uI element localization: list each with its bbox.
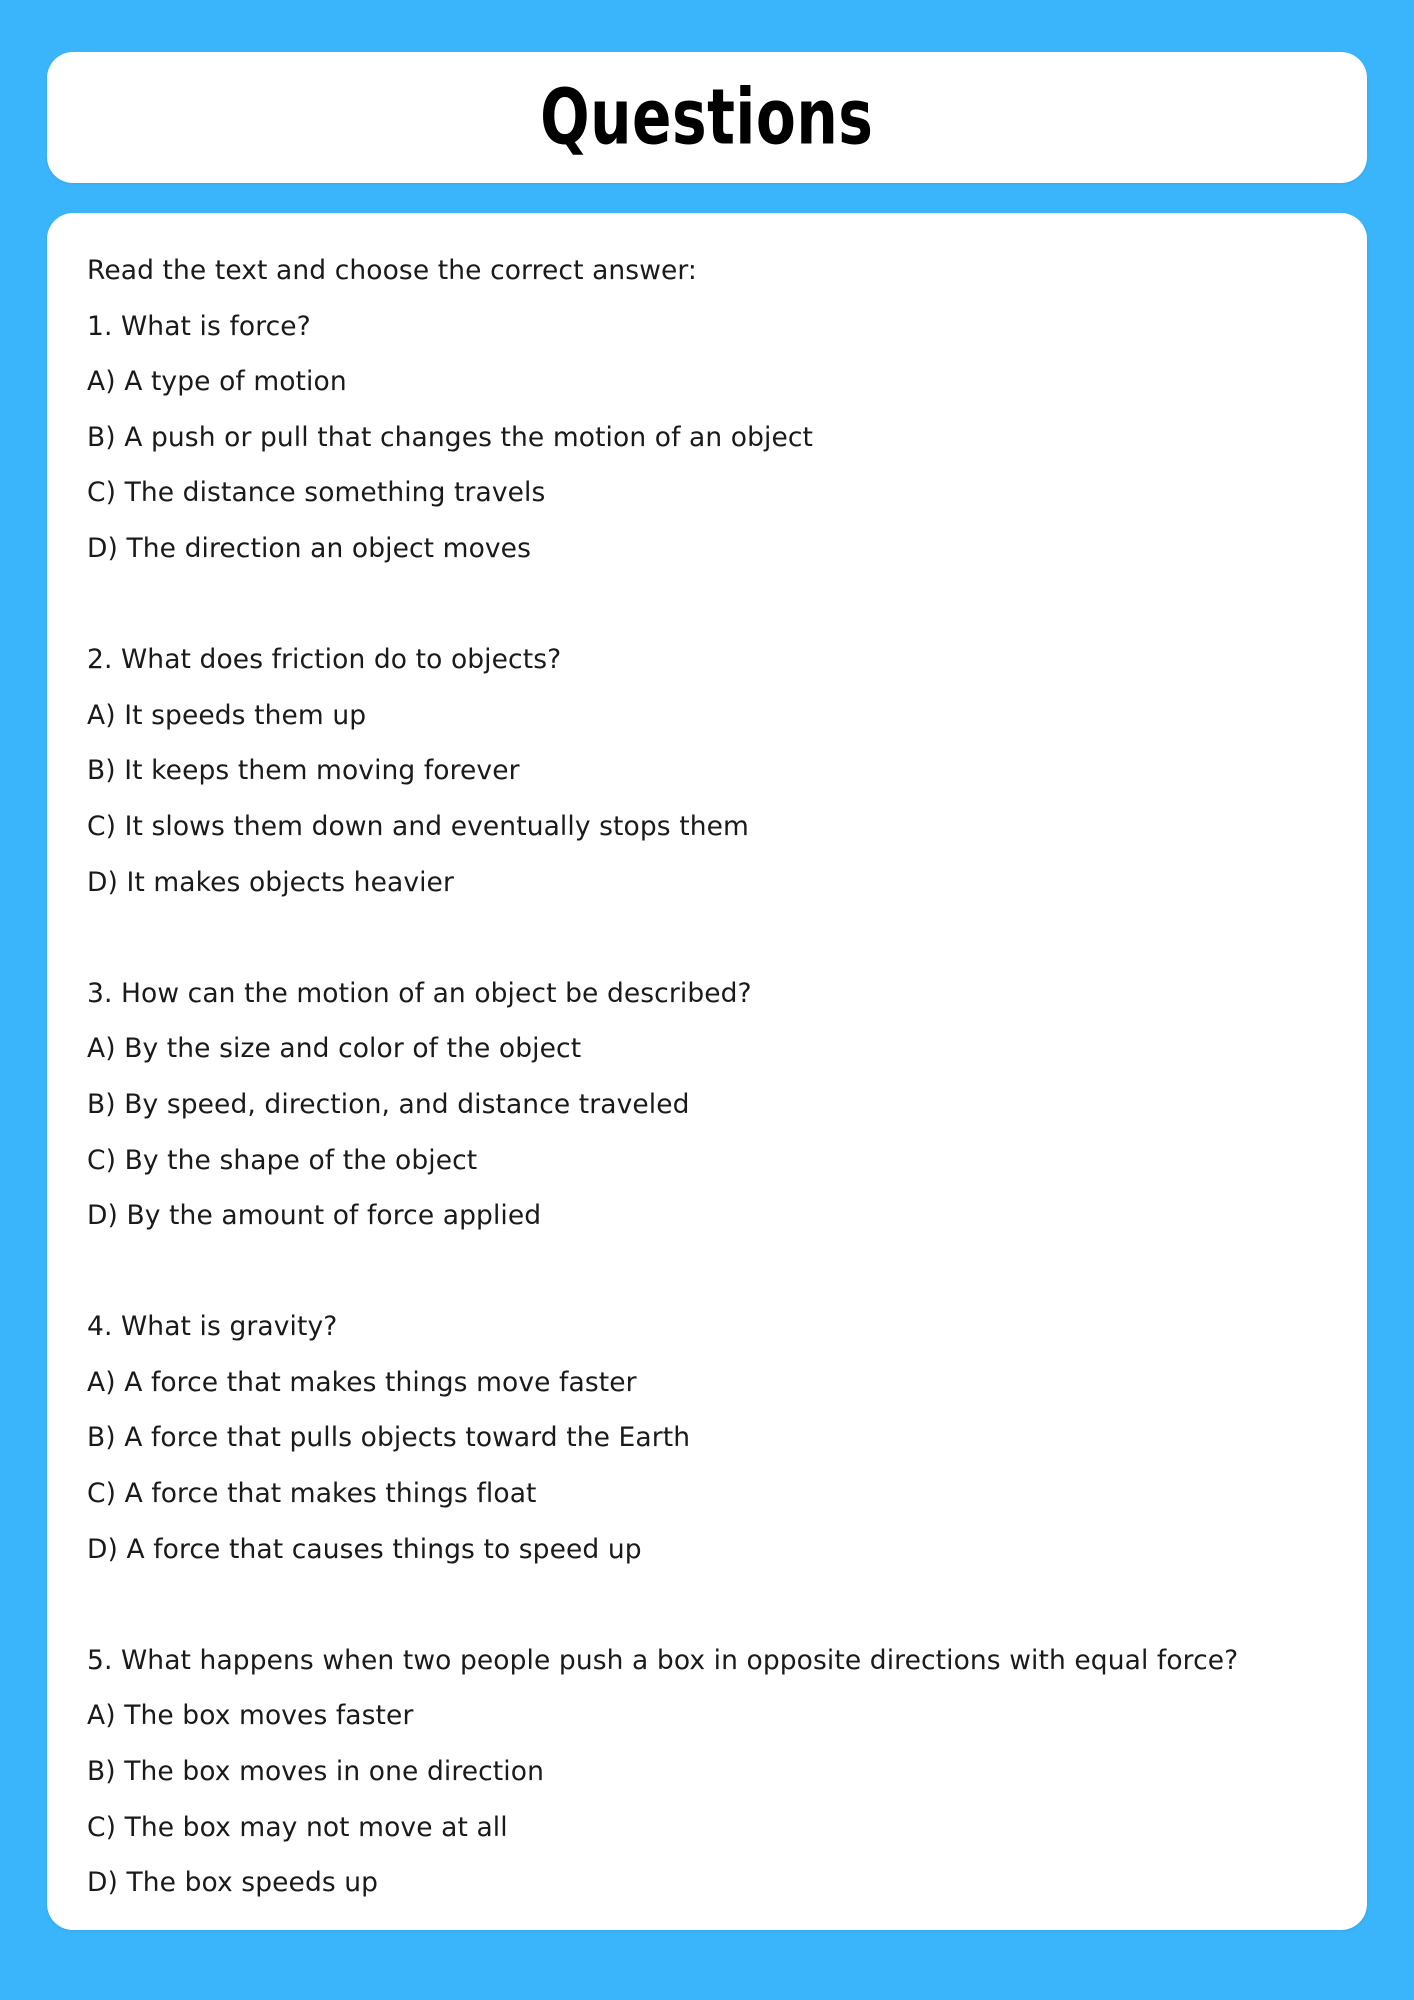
question-1-option-a[interactable]: A) A type of motion	[87, 366, 347, 398]
question-1-option-c[interactable]: C) The distance something travels	[87, 477, 546, 509]
question-2-option-d[interactable]: D) It makes objects heavier	[87, 866, 454, 898]
question-5-option-a[interactable]: A) The box moves faster	[87, 1700, 414, 1732]
question-5-option-c[interactable]: C) The box may not move at all	[87, 1811, 508, 1843]
question-4-option-c[interactable]: C) A force that makes things float	[87, 1478, 537, 1510]
question-block-spacer	[87, 1244, 1327, 1300]
question-2-prompt: 2. What does friction do to objects?	[87, 644, 562, 676]
question-3-option-b[interactable]: B) By speed, direction, and distance traveled	[87, 1088, 690, 1120]
question-2-option-c[interactable]: C) It slows them down and eventually stops them	[87, 810, 749, 842]
questions-card	[47, 213, 1367, 1930]
question-2-option-b[interactable]: B) It keeps them moving forever	[87, 755, 520, 787]
question-3-prompt: 3. How can the motion of an object be described?	[87, 977, 752, 1009]
question-1-option-b[interactable]: B) A push or pull that changes the motion of an object	[87, 421, 814, 453]
question-5-option-d[interactable]: D) The box speeds up	[87, 1867, 379, 1899]
question-2-option-a[interactable]: A) It speeds them up	[87, 699, 367, 731]
question-block-spacer	[87, 910, 1327, 966]
title-card	[47, 52, 1367, 183]
question-3-option-d[interactable]: D) By the amount of force applied	[87, 1200, 542, 1232]
question-1-option-d[interactable]: D) The direction an object moves	[87, 532, 531, 564]
page-title: Questions	[540, 72, 874, 163]
question-3-option-c[interactable]: C) By the shape of the object	[87, 1144, 478, 1176]
question-4-prompt: 4. What is gravity?	[87, 1311, 338, 1343]
question-3-option-a[interactable]: A) By the size and color of the object	[87, 1033, 582, 1065]
question-5-prompt: 5. What happens when two people push a box in opposite directions with equal force?	[87, 1644, 1239, 1676]
questions-content	[87, 243, 1327, 1911]
question-4-option-a[interactable]: A) A force that makes things move faster	[87, 1366, 637, 1398]
question-block-spacer	[87, 1577, 1327, 1633]
question-5-option-b[interactable]: B) The box moves in one direction	[87, 1756, 544, 1788]
question-1-prompt: 1. What is force?	[87, 310, 311, 342]
question-4-option-b[interactable]: B) A force that pulls objects toward the Earth	[87, 1422, 691, 1454]
question-4-option-d[interactable]: D) A force that causes things to speed up	[87, 1533, 642, 1565]
instruction-text: Read the text and choose the correct answer:	[87, 255, 697, 286]
question-block-spacer	[87, 577, 1327, 633]
